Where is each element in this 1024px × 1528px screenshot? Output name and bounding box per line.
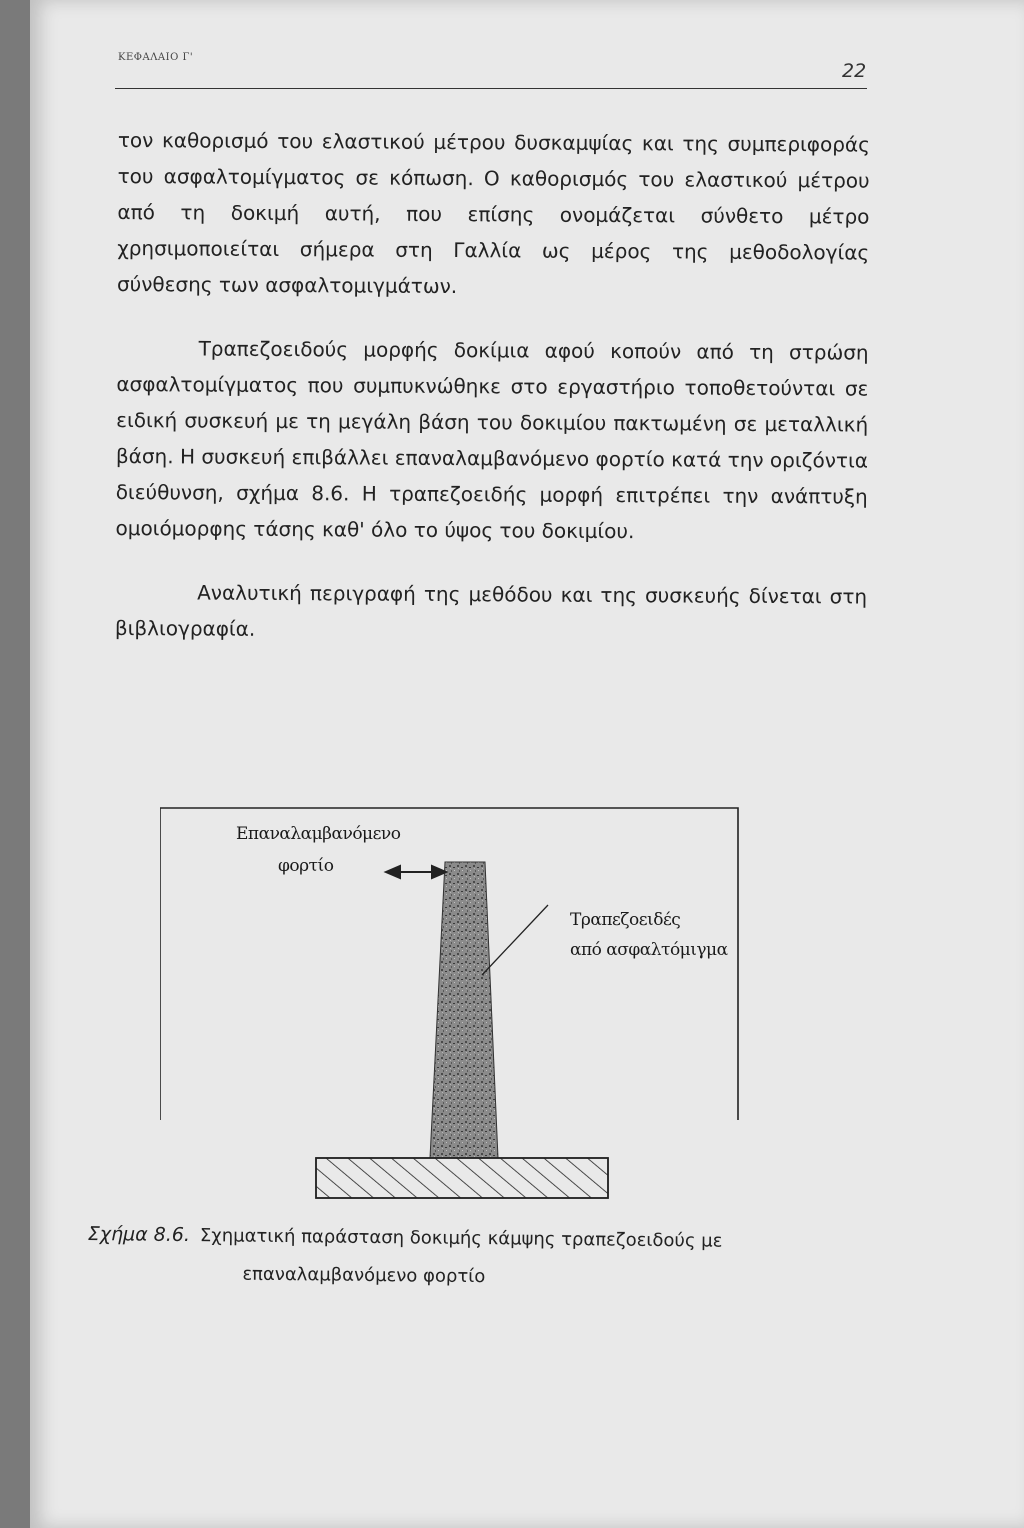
label-specimen-line1: Τραπεζοειδές — [570, 910, 681, 930]
chapter-header: ΚΕΦΑΛΑΙΟ Γ' — [118, 52, 194, 63]
header-rule — [115, 88, 867, 89]
specimen-leader-line — [482, 905, 548, 975]
label-specimen-line2: από ασφαλτόμιγμα — [570, 940, 728, 960]
figure-trapezoidal-test — [160, 800, 810, 1200]
paragraph-3: Αναλυτική περιγραφή της μεθόδου και της συσκευής δίνεται στη βιβλιογραφία. — [114, 580, 868, 641]
figure-caption — [87, 1215, 888, 1300]
paragraph-1: τον καθορισμό του ελαστικού μέτρου δυσκαμψίας και της συμπεριφοράς του ασφαλτομίγματος σε κόπωση. Ο καθορισμός του ελαστικού μέτρου από τη δοκιμή αυτή, που επίσης ονομάζεται σύνθετο μέτρο χρησιμοποιείται σήμερα στη Γαλλία ως μέρος της μεθοδολογίας σύνθεσης των ασφαλτομιγμάτων. — [116, 127, 870, 299]
caption-line1: Σχηματική παράσταση δοκιμής κάμψης τραπεζοειδούς με — [199, 1225, 723, 1252]
trapezoidal-specimen — [430, 862, 498, 1158]
metal-base — [316, 1158, 608, 1198]
document-page — [30, 0, 1024, 1528]
page-number: 22 — [842, 60, 867, 82]
label-load-line2: φορτίο — [278, 856, 334, 876]
load-arrow — [386, 866, 446, 878]
body-text — [115, 122, 870, 651]
caption-label: Σχήμα 8.6. — [87, 1222, 191, 1247]
label-load-line1: Επαναλαμβανόμενο — [236, 824, 401, 844]
caption-line2: επαναλαμβανόμενο φορτίο — [242, 1263, 486, 1288]
figure-drawing — [160, 800, 810, 1200]
paragraph-2: Τραπεζοειδούς μορφής δοκίμια αφού κοπούν από τη στρώση ασφαλτομίγματος που συμπυκνώθηκε στο εργαστήριο τοποθετούνται σε ειδική συσκευή με τη μεγάλη βάση του δοκιμίου πακτωμένη σε μεταλλική βάση. Η συσκευή επιβάλλει επαναλαμβανόμενο φορτίο κατά την οριζόντια διεύθυνση, σχήμα 8.6. Η τραπεζοειδής μορφή επιτρέπει την ανάπτυξη ομοιόμορφης τάσης καθ' όλο το ύψος του δοκιμίου. — [115, 336, 869, 544]
